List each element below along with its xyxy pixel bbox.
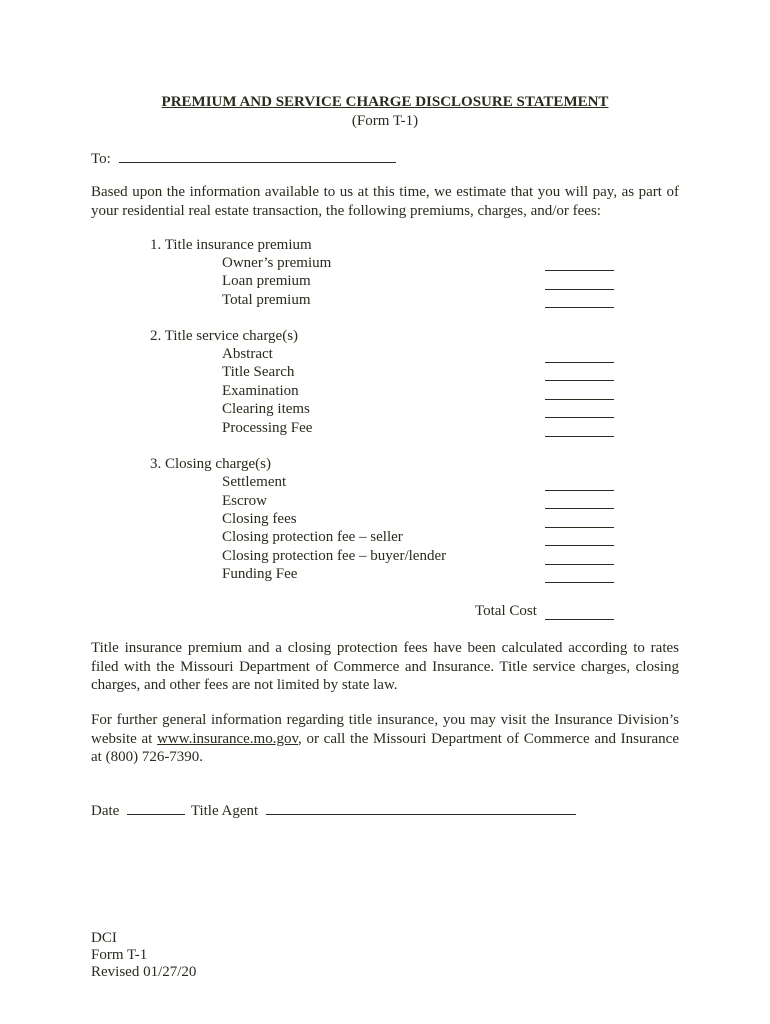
- item-examination: Examination: [222, 383, 299, 399]
- to-blank-line[interactable]: [119, 148, 396, 163]
- blank-clearing-items[interactable]: [545, 417, 614, 418]
- info-text-after: , or call the Missouri Department of Commerce and Insurance at (800) 726-7390.: [91, 730, 679, 765]
- section-heading-closing: 3. Closing charge(s): [150, 456, 271, 472]
- blank-funding-fee[interactable]: [545, 582, 614, 583]
- insurance-website-link[interactable]: www.insurance.mo.gov: [157, 730, 299, 747]
- blank-cpl-seller[interactable]: [545, 545, 614, 546]
- item-abstract: Abstract: [222, 346, 273, 362]
- blank-owners-premium[interactable]: [545, 270, 614, 271]
- footer-agency: DCI: [91, 930, 117, 946]
- item-title-search: Title Search: [222, 364, 295, 380]
- document-title: PREMIUM AND SERVICE CHARGE DISCLOSURE STATEMENT: [161, 94, 609, 110]
- blank-processing-fee[interactable]: [545, 436, 614, 437]
- section-heading-service: 2. Title service charge(s): [150, 328, 299, 344]
- form-number: (Form T-1): [351, 113, 419, 129]
- item-total-premium: Total premium: [222, 292, 311, 308]
- footer-form: Form T-1: [91, 947, 148, 963]
- item-clearing-items: Clearing items: [222, 401, 310, 417]
- intro-paragraph: Based upon the information available to us at this time, we estimate that you will pay, as part of your residential real estate transaction, the following premiums, charges, and/or fees:: [91, 184, 679, 219]
- blank-cpl-buyer-lender[interactable]: [545, 564, 614, 565]
- item-settlement: Settlement: [222, 474, 287, 490]
- blank-loan-premium[interactable]: [545, 289, 614, 290]
- section-heading-premium: 1. Title insurance premium: [150, 237, 312, 253]
- blank-escrow[interactable]: [545, 508, 614, 509]
- blank-examination[interactable]: [545, 399, 614, 400]
- item-loan-premium: Loan premium: [222, 273, 311, 289]
- signature-row: [91, 800, 576, 820]
- item-cpl-seller: Closing protection fee – seller: [222, 529, 403, 545]
- blank-settlement[interactable]: [545, 490, 614, 491]
- title-agent-label: Title Agent: [190, 803, 259, 819]
- blank-total-premium[interactable]: [545, 307, 614, 308]
- to-label: To:: [91, 151, 111, 167]
- date-label: Date: [91, 803, 120, 819]
- info-paragraph: [91, 711, 679, 767]
- blank-closing-fees[interactable]: [545, 527, 614, 528]
- item-owners-premium: Owner’s premium: [222, 255, 332, 271]
- footer-revised: Revised 01/27/20: [91, 964, 197, 980]
- title-agent-blank-line[interactable]: [266, 800, 576, 815]
- item-closing-fees: Closing fees: [222, 511, 297, 527]
- total-cost-label: Total Cost: [475, 603, 537, 619]
- to-field: [91, 148, 396, 168]
- item-processing-fee: Processing Fee: [222, 420, 313, 436]
- blank-total-cost[interactable]: [545, 619, 614, 620]
- date-blank-line[interactable]: [127, 800, 185, 815]
- item-funding-fee: Funding Fee: [222, 566, 298, 582]
- info-text-before: For further general information regarding title insurance, you may visit the Insurance Division’s website at: [91, 712, 679, 747]
- rates-paragraph: Title insurance premium and a closing protection fees have been calculated according to rates filed with the Missouri Department of Commerce and Insurance. Title service charges, closing charges, and other fees are not limited by state law.: [91, 640, 679, 693]
- blank-abstract[interactable]: [545, 362, 614, 363]
- footer: [91, 930, 196, 981]
- blank-title-search[interactable]: [545, 380, 614, 381]
- item-escrow: Escrow: [222, 493, 267, 509]
- item-cpl-buyer-lender: Closing protection fee – buyer/lender: [222, 548, 447, 564]
